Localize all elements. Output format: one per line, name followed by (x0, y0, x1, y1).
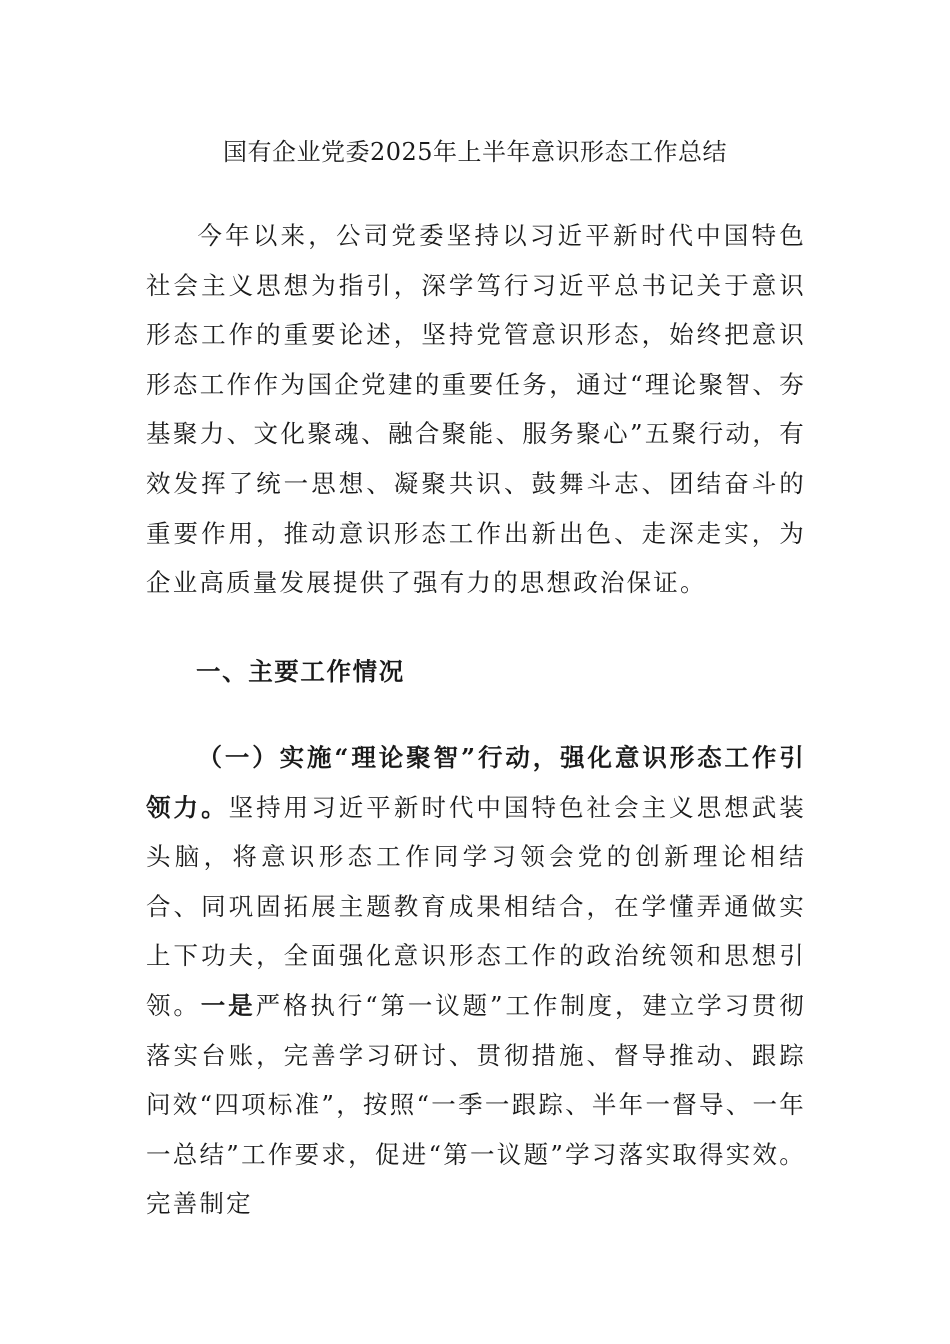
intro-paragraph: 今年以来，公司党委坚持以习近平新时代中国特色社会主义思想为指引，深学笃行习近平总书记关于意识形态工作的重要论述，坚持党管意识形态，始终把意识形态工作作为国企党建的重要任务，通过“理论聚智、夯基聚力、文化聚魂、融合聚能、服务聚心”五聚行动，有效发挥了统一思想、凝聚共识、鼓舞斗志、团结奋斗的重要作用，推动意识形态工作出新出色、走深走实，为企业高质量发展提供了强有力的思想政治保证。 (146, 221, 806, 598)
document-title: 国有企业党委2025年上半年意识形态工作总结 (222, 138, 728, 166)
section-1-text-part1: 坚持用习近平新时代中国特色社会主义思想武装头脑，将意识形态工作同学习领会党的创新理论相结合、同巩固拓展主题教育成果相结合，在学懂弄通做实上下功夫，全面强化意识形态工作的政治统领和思想引领。 (146, 792, 806, 1020)
section-1-lead: （一）实施“理论聚智”行动，强化意识形态工作引领力。 (146, 743, 806, 822)
section-1-text-part2: 严格执行“第一议题”工作制度，建立学习贯彻落实台账，完善学习研讨、贯彻措施、督导推动、跟踪问效“四项标准”，按照“一季一跟踪、半年一督导、一年一总结”工作要求，促进“第一议题”学习落实取得实效。完善制定 (146, 990, 807, 1219)
section-1-paragraph (146, 733, 806, 1229)
section-heading-main-work: 一、主要工作情况 (196, 657, 405, 686)
point-1-marker: 一是 (200, 990, 256, 1020)
